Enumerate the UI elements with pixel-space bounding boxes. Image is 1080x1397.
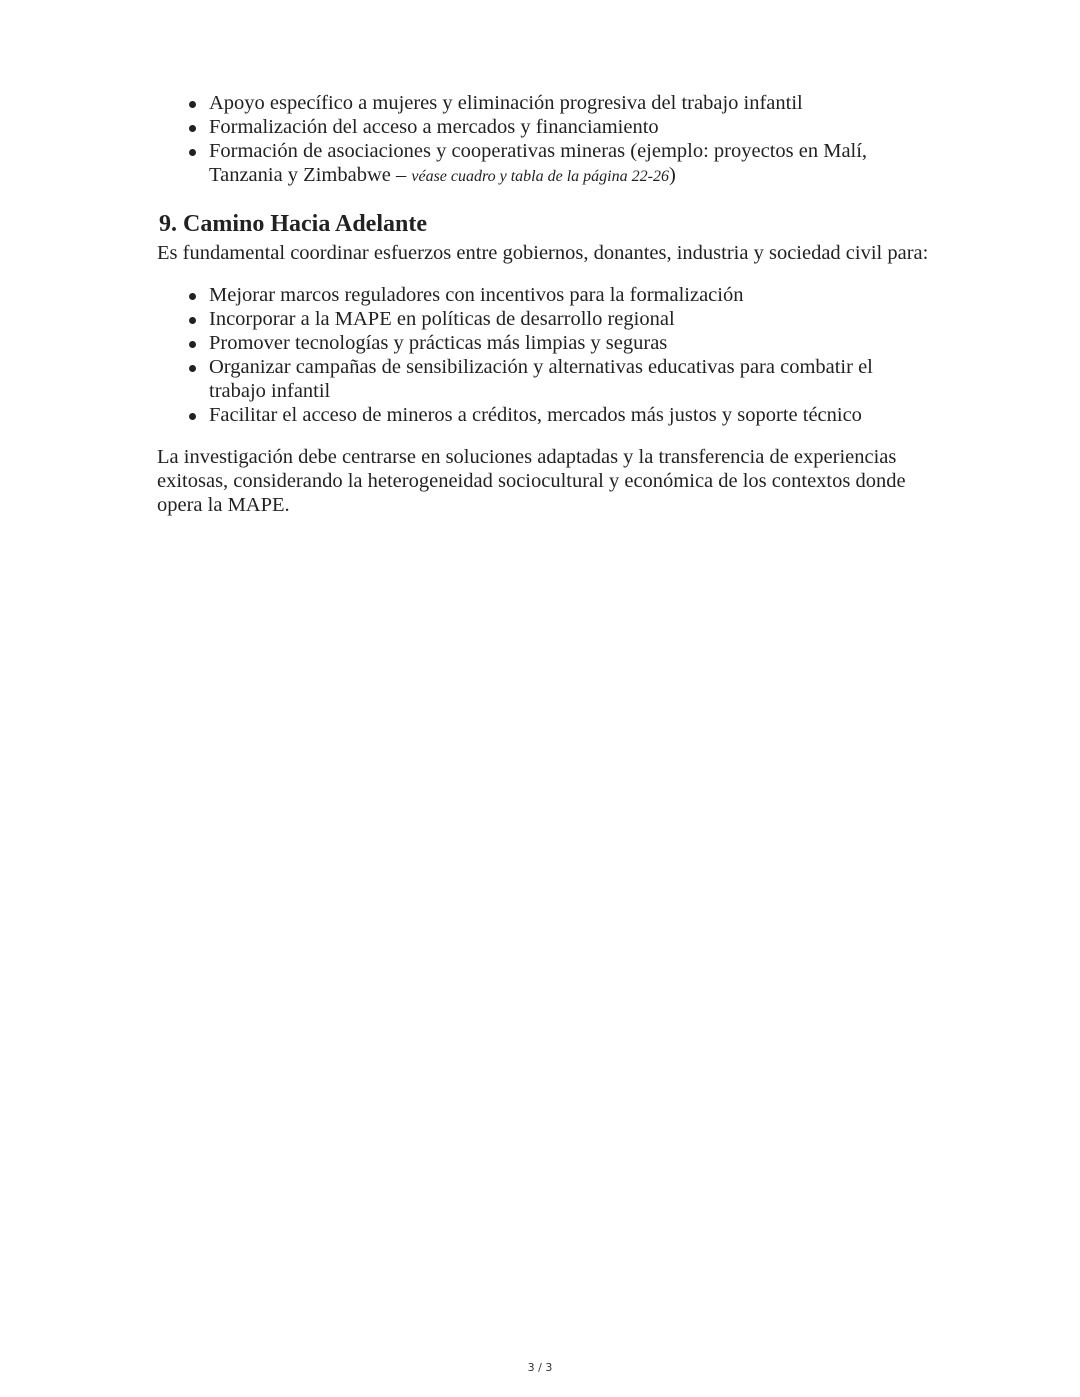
section-bullet-list (157, 283, 932, 427)
top-bullet-list (157, 91, 932, 189)
list-item: Apoyo específico a mujeres y eliminación progresiva del trabajo infantil (209, 91, 932, 115)
list-item: Mejorar marcos reguladores con incentivos para la formalización (209, 283, 932, 307)
list-item: Organizar campañas de sensibilización y alternativas educativas para combatir el trabajo infantil (209, 355, 932, 403)
list-item: Incorporar a la MAPE en políticas de desarrollo regional (209, 307, 932, 331)
closing-paren: ) (668, 164, 676, 186)
conclusion-paragraph: La investigación debe centrarse en soluciones adaptadas y la transferencia de experiencias exitosas, considerando la heterogeneidad sociocultural y económica de los contextos donde opera la MAPE. (157, 446, 906, 516)
section-intro: Es fundamental coordinar esfuerzos entre gobiernos, donantes, industria y sociedad civil para: (157, 242, 929, 264)
page-number: 3 / 3 (527, 1361, 553, 1374)
list-item-text: Formación de asociaciones y cooperativas mineras (ejemplo: proyectos en Malí, Tanzania y Zimbabwe – (209, 140, 868, 186)
section-heading: 9. Camino Hacia Adelante (159, 211, 427, 237)
document-body (157, 91, 932, 517)
list-item: Formalización del acceso a mercados y financiamiento (209, 115, 932, 139)
page-reference: véase cuadro y tabla de la página 22-26 (411, 168, 669, 185)
list-item: Promover tecnologías y prácticas más limpias y seguras (209, 331, 932, 355)
list-item (209, 139, 932, 189)
list-item: Facilitar el acceso de mineros a créditos, mercados más justos y soporte técnico (209, 403, 932, 427)
